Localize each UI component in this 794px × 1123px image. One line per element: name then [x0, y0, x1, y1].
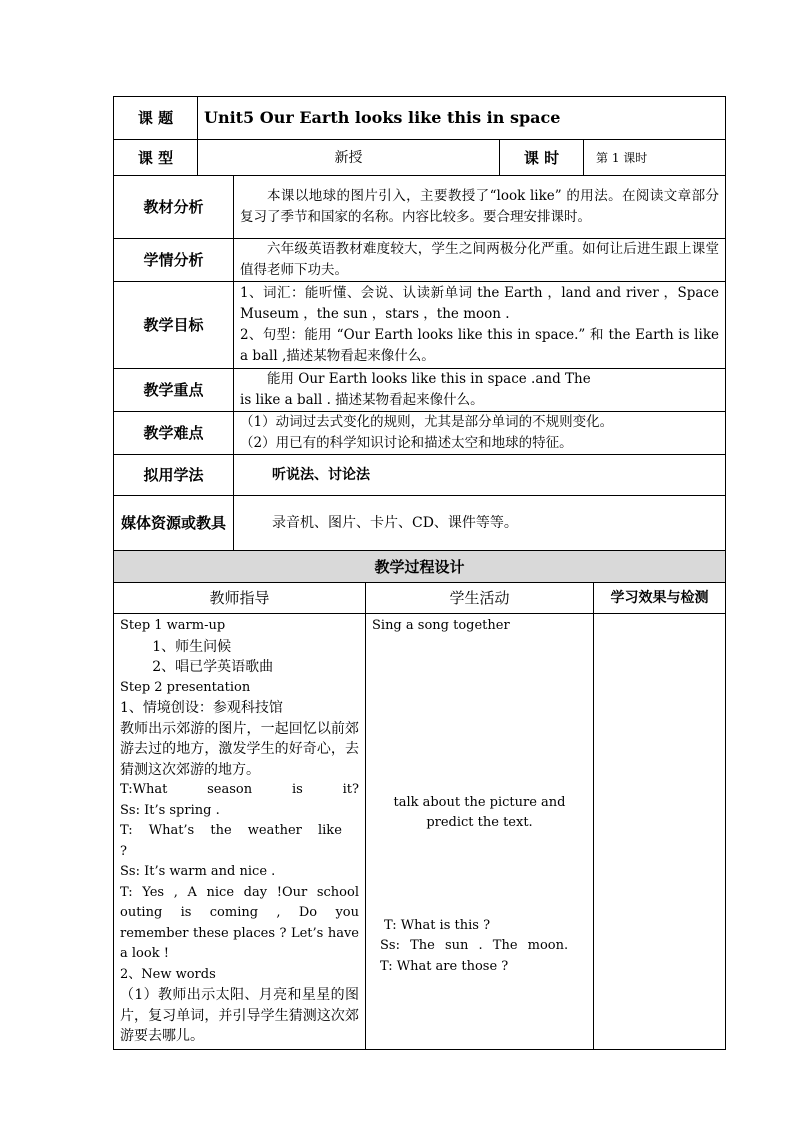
analysis-table — [113, 175, 726, 551]
teacher-line: Ss: It’s warm and nice . — [120, 864, 276, 879]
difficult-line-1: （1）动词过去式变化的规则，尤其是部分单词的不规则变化。 — [240, 414, 614, 430]
type-label: 课 型 — [114, 140, 198, 176]
teacher-line: T: What’s the weather like ? — [120, 823, 342, 859]
student-line: T: What are those ? — [380, 958, 509, 974]
media-label: 媒体资源或教具 — [114, 496, 234, 551]
goals-label: 教学目标 — [114, 282, 234, 369]
difficult-text — [234, 412, 726, 455]
teacher-line: T: Yes , A nice day !Our school outing is coming , Do you remember these places ? Let’s have a look ! — [120, 884, 359, 961]
student-line: T: What is this ? — [384, 917, 491, 933]
teacher-line: （1）教师出示太阳、月亮和星星的图片，复习单词，并引导学生猜测这次郊游要去哪儿。 — [120, 987, 359, 1044]
topic-value: Unit5 Our Earth looks like this in space — [198, 97, 726, 140]
teacher-guidance-cell — [114, 614, 366, 1050]
material-label: 教材分析 — [114, 176, 234, 239]
goals-text — [234, 282, 726, 369]
method-label: 拟用学法 — [114, 455, 234, 496]
teacher-line: 教师出示郊游的图片，一起回忆以前郊游去过的地方，激发学生的好奇心，去猜测这次郊游的地方。 — [120, 720, 359, 778]
student-line: talk about the picture and predict the text. — [393, 794, 566, 830]
topic-label: 课 题 — [114, 97, 198, 140]
teacher-line: 2、唱已学英语歌曲 — [152, 659, 274, 675]
key-text — [234, 369, 726, 412]
media-text: 录音机、图片、卡片、CD、课件等等。 — [234, 496, 726, 551]
method-text: 听说法、讨论法 — [234, 455, 726, 496]
teacher-line: Ss: It’s spring . — [120, 802, 220, 818]
period-value: 第 1 课时 — [584, 140, 726, 176]
teacher-line: Step 2 presentation — [120, 679, 251, 695]
goals-line-1: 1、词汇：能听懂、会说、认读新单词 the Earth ，land and river ，Space Museum ，the sun ，stars ，the moon . — [240, 285, 719, 322]
key-line-2: is like a ball . 描述某物看起来像什么。 — [240, 392, 484, 408]
material-text: 本课以地球的图片引入，主要教授了“look like” 的用法。在阅读文章部分复习了季节和国家的名称。内容比较多。要合理安排课时。 — [234, 176, 726, 239]
period-label: 课 时 — [500, 140, 584, 176]
teacher-line: 1、师生问候 — [152, 638, 232, 655]
teacher-line: T:What season is it? — [120, 782, 359, 797]
student-activity-cell — [366, 614, 594, 1050]
learning-check-cell — [594, 614, 726, 1050]
difficult-label: 教学难点 — [114, 412, 234, 455]
col-teacher-guidance: 教师指导 — [114, 583, 366, 614]
students-label: 学情分析 — [114, 239, 234, 282]
student-line: Sing a song together — [372, 618, 510, 633]
goals-line-2: 2、句型：能用 “Our Earth looks like this in space.” 和 the Earth is like a ball ,描述某物看起来像什么。 — [240, 327, 719, 364]
student-line: Ss: The sun . The moon. — [380, 938, 569, 953]
teacher-line: 1、情境创设：参观科技馆 — [120, 700, 283, 716]
key-line-1: 能用 Our Earth looks like this in space .and The — [267, 371, 591, 387]
lesson-plan-sheet — [113, 96, 725, 1050]
process-table — [113, 550, 726, 1050]
difficult-line-2: （2）用已有的科学知识讨论和描述太空和地球的特征。 — [240, 435, 573, 451]
col-learning-check: 学习效果与检测 — [594, 583, 726, 614]
teacher-line: Step 1 warm-up — [120, 618, 226, 633]
process-section-title: 教学过程设计 — [114, 551, 726, 583]
type-value: 新授 — [198, 140, 500, 176]
header-table — [113, 96, 726, 176]
col-student-activity: 学生活动 — [366, 583, 594, 614]
teacher-line: 2、New words — [120, 966, 216, 982]
key-label: 教学重点 — [114, 369, 234, 412]
students-text: 六年级英语教材难度较大，学生之间两极分化严重。如何让后进生跟上课堂值得老师下功夫。 — [234, 239, 726, 282]
